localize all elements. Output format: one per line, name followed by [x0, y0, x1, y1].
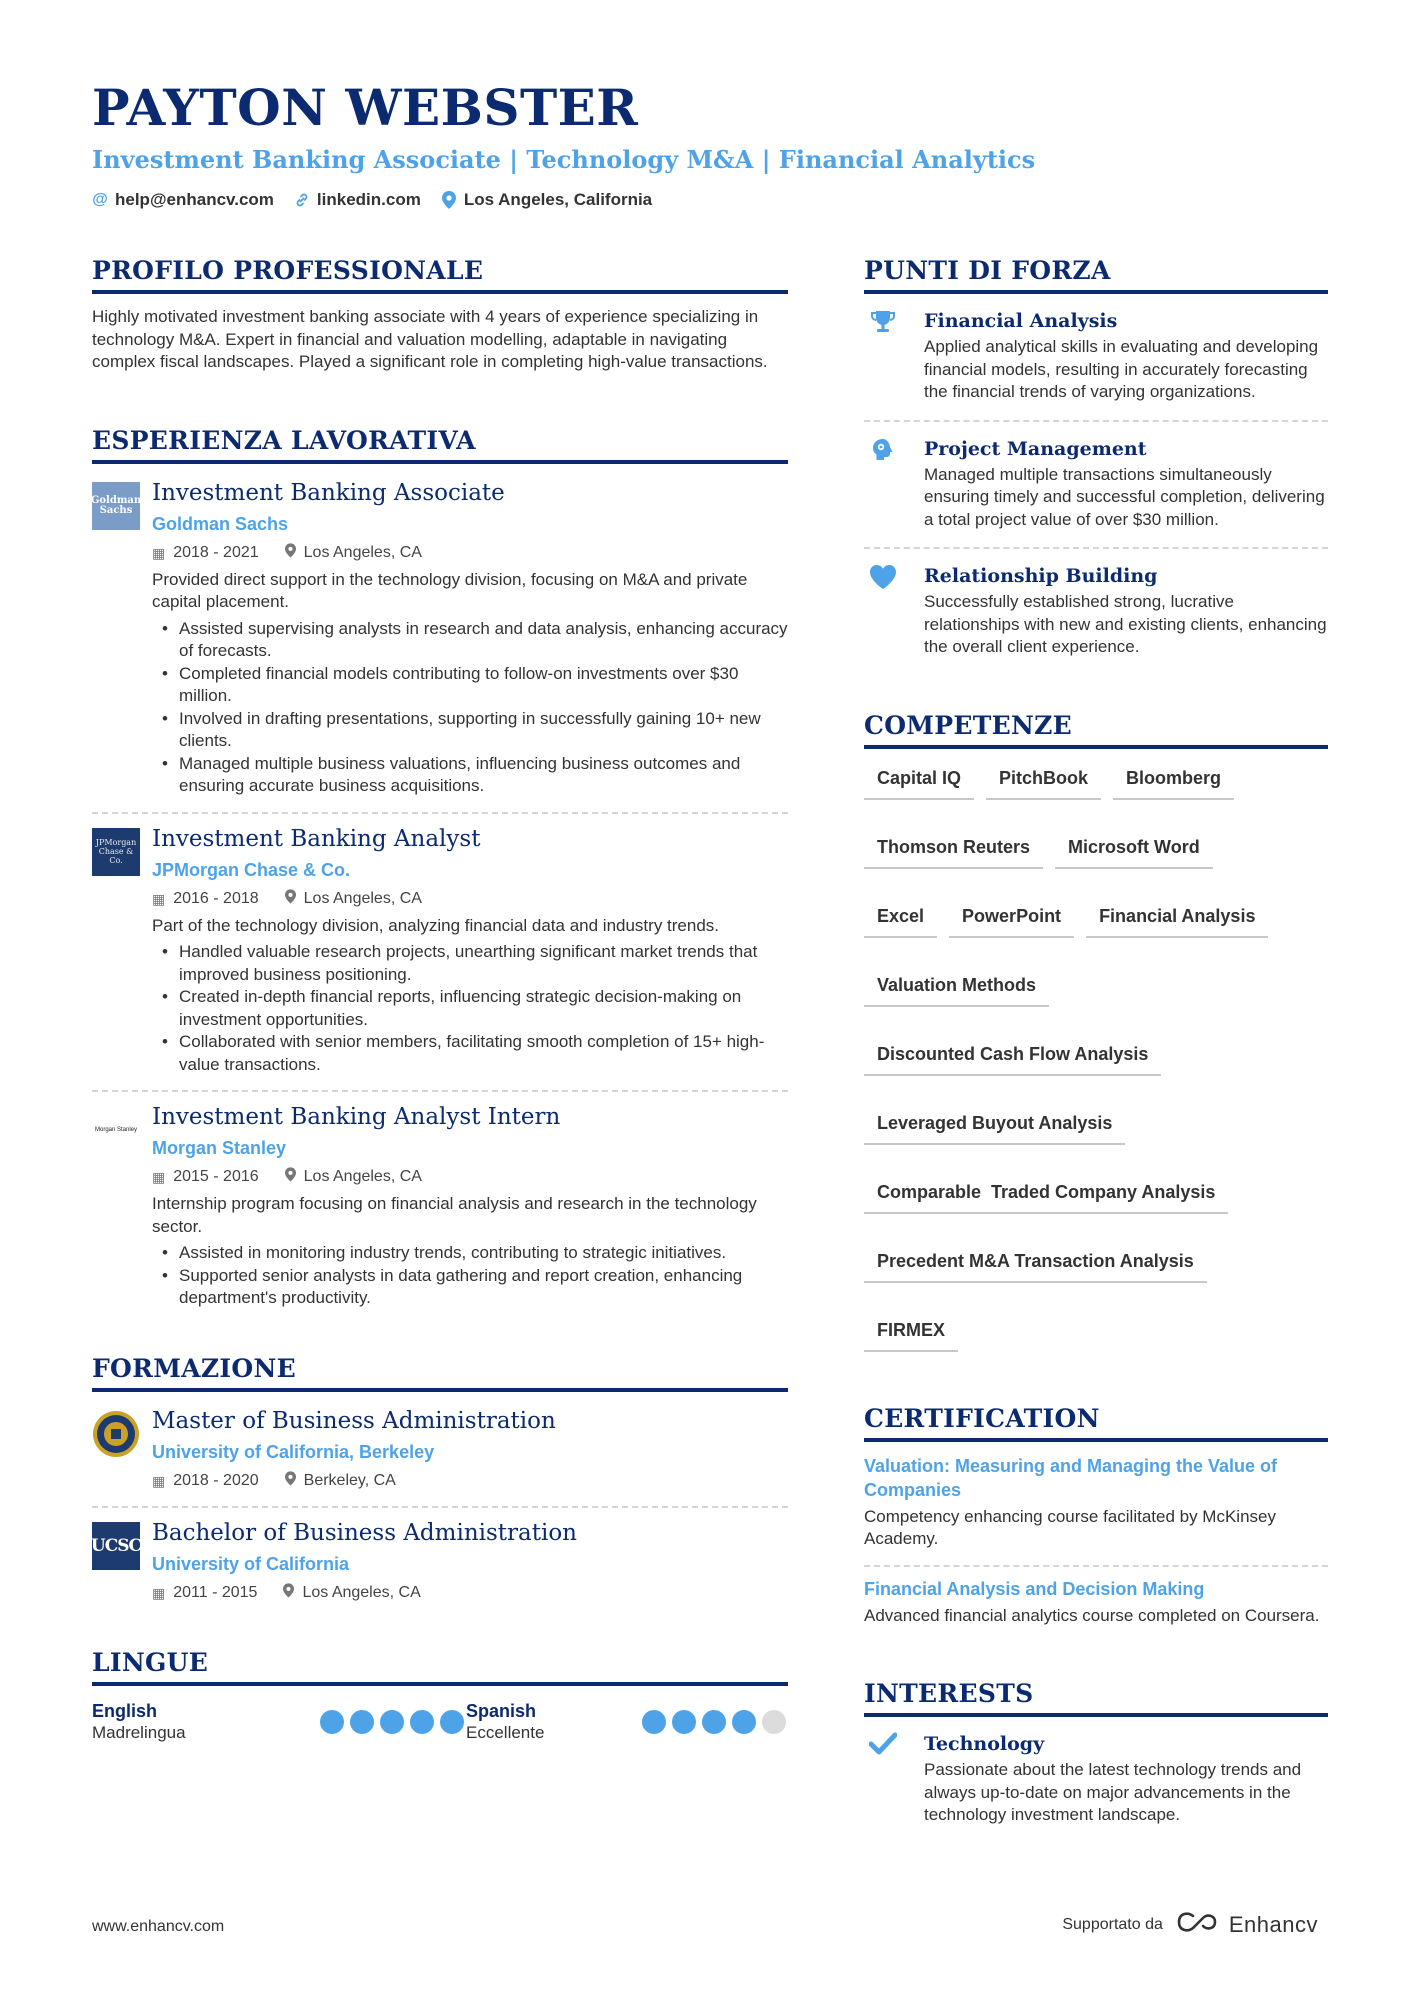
location-pin-icon: [285, 888, 296, 910]
location-pin-icon: [283, 1582, 294, 1604]
language-name: Spanish: [466, 1700, 537, 1721]
certification-description: Competency enhancing course facilitated by McKinsey Academy.: [864, 1506, 1276, 1548]
strengths-heading: PUNTI DI FORZA: [864, 256, 1328, 294]
trophy-icon: [868, 308, 898, 338]
strength-item: [864, 436, 1328, 532]
divider: [864, 1565, 1328, 1567]
skills-list: [864, 767, 1328, 1352]
strength-title: Project Management: [924, 437, 1147, 460]
job-dates: 2018 - 2021: [173, 543, 259, 561]
certification-item: [864, 1454, 1328, 1551]
experience-heading: ESPERIENZA LAVORATIVA: [92, 426, 788, 464]
certification-title: Financial Analysis and Decision Making: [864, 1578, 1205, 1599]
divider: [92, 1090, 788, 1092]
education-entry: [92, 1406, 788, 1492]
job-location: Los Angeles, CA: [303, 889, 422, 907]
strength-item: [864, 308, 1328, 404]
job-bullet: • Collaborated with senior members, facilitating smooth completion of 15+ high-value transactions.: [152, 1031, 788, 1076]
skill-tag: Comparable Traded Company Analysis: [864, 1181, 1228, 1214]
calendar-icon: ▦: [152, 890, 166, 907]
at-icon: @: [92, 191, 108, 208]
rating-dot: [320, 1710, 344, 1734]
certification-item: [864, 1577, 1328, 1628]
job-meta: [152, 542, 788, 564]
job-bullet: • Assisted supervising analysts in research and data analysis, enhancing accuracy of forecasts.: [152, 618, 788, 663]
job-dates: 2016 - 2018: [173, 889, 259, 907]
candidate-name: PAYTON WEBSTER: [92, 78, 639, 137]
divider: [864, 547, 1328, 549]
footer-branding[interactable]: [1062, 1910, 1318, 1939]
contact-linkedin[interactable]: [294, 190, 421, 210]
job-description: Provided direct support in the technology division, focusing on M&A and private capital placement.: [152, 569, 748, 611]
footer-website[interactable]: www.enhancv.com: [92, 1918, 225, 1935]
divider: [92, 1506, 788, 1508]
link-icon: [294, 192, 310, 208]
calendar-icon: ▦: [152, 1472, 166, 1489]
strength-title: Financial Analysis: [924, 310, 1118, 332]
certification-description: Advanced financial analytics course completed on Coursera.: [864, 1605, 1320, 1625]
resume-header: [92, 78, 1332, 210]
education-entry: [92, 1518, 788, 1604]
skill-tag: Financial Analysis: [1086, 905, 1268, 938]
school-name: University of California: [152, 1553, 350, 1574]
location-text: Los Angeles, California: [463, 190, 653, 209]
contact-email[interactable]: [92, 190, 274, 210]
contact-location: [441, 190, 652, 210]
job-bullets: [152, 941, 788, 1076]
profile-heading: PROFILO PROFESSIONALE: [92, 256, 788, 294]
job-bullet: • Supported senior analysts in data gathering and report creation, enhancing department's productivity.: [152, 1265, 788, 1310]
job-entry: [92, 1102, 788, 1310]
strength-description: Successfully established strong, lucrative relationships with new and existing clients, enhancing the overall client experience.: [924, 592, 1327, 656]
skill-tag: Leveraged Buyout Analysis: [864, 1112, 1125, 1145]
profile-summary: Highly motivated investment banking associate with 4 years of experience specializing in technology M&A. Expert in financial and valuation modelling, adaptable in navigating complex fiscal landscapes. Played a significant role in completing high-value transactions.: [92, 307, 768, 371]
languages-heading: LINGUE: [92, 1648, 788, 1686]
enhancv-wordmark: Enhancv: [1228, 1911, 1318, 1937]
location-pin-icon: [285, 1470, 296, 1492]
skill-tag: Thomson Reuters: [864, 836, 1043, 869]
company-name: Goldman Sachs: [152, 513, 289, 534]
skill-tag: Capital IQ: [864, 767, 974, 800]
left-column: [92, 256, 788, 1744]
job-title: Investment Banking Analyst: [152, 825, 481, 852]
certification-title: Valuation: Measuring and Managing the Value of Companies: [864, 1455, 1278, 1500]
language-item: [92, 1700, 466, 1744]
rating-dot: [440, 1710, 464, 1734]
strength-item: [864, 563, 1328, 659]
heart-icon: [868, 563, 898, 593]
skill-tag: Excel: [864, 905, 937, 938]
checkmark-icon: [868, 1731, 898, 1761]
berkeley-seal-logo: [92, 1410, 140, 1458]
education-dates: 2011 - 2015: [173, 1583, 258, 1601]
divider: [92, 812, 788, 814]
company-name: JPMorgan Chase & Co.: [152, 859, 351, 880]
candidate-title: Investment Banking Associate | Technology M&A | Financial Analytics: [92, 145, 1036, 174]
rating-dot: [672, 1710, 696, 1734]
job-location: Los Angeles, CA: [303, 543, 422, 561]
education-location: Los Angeles, CA: [302, 1583, 421, 1601]
ucsc-logo: UCSC: [92, 1522, 140, 1570]
interests-heading: INTERESTS: [864, 1679, 1328, 1717]
rating-dot: [642, 1710, 666, 1734]
job-description: Part of the technology division, analyzing financial data and industry trends.: [152, 915, 720, 935]
job-entry: [92, 478, 788, 798]
job-bullet: • Created in-depth financial reports, influencing strategic decision-making on investment opportunities.: [152, 986, 788, 1031]
interest-title: Technology: [924, 1733, 1045, 1755]
language-rating: [642, 1710, 786, 1734]
skill-tag: PowerPoint: [949, 905, 1074, 938]
skill-tag: Discounted Cash Flow Analysis: [864, 1043, 1161, 1076]
goldman-sachs-logo: Goldman Sachs: [92, 482, 140, 530]
email-text: help@enhancv.com: [115, 190, 274, 209]
company-name: Morgan Stanley: [152, 1138, 287, 1158]
education-heading: FORMAZIONE: [92, 1354, 788, 1392]
interest-item: [864, 1731, 1328, 1827]
calendar-icon: ▦: [152, 544, 166, 561]
job-bullet: • Handled valuable research projects, unearthing significant market trends that improved business positioning.: [152, 941, 788, 986]
language-level: Eccellente: [466, 1722, 545, 1742]
rating-dot: [350, 1710, 374, 1734]
school-name: University of California, Berkeley: [152, 1441, 435, 1462]
location-pin-icon: [441, 191, 457, 209]
education-meta: [152, 1470, 788, 1492]
location-pin-icon: [285, 542, 296, 564]
education-meta: [152, 1582, 788, 1604]
skill-tag: Microsoft Word: [1055, 836, 1213, 869]
degree-title: Master of Business Administration: [152, 1407, 556, 1434]
education-location: Berkeley, CA: [303, 1471, 396, 1489]
skill-tag: Precedent M&A Transaction Analysis: [864, 1250, 1207, 1283]
skill-tag: PitchBook: [986, 767, 1101, 800]
linkedin-text: linkedin.com: [316, 190, 421, 209]
language-level: Madrelingua: [92, 1722, 186, 1742]
location-pin-icon: [285, 1166, 296, 1188]
divider: [864, 420, 1328, 422]
enhancv-logo-icon: [1173, 1910, 1219, 1939]
job-entry: [92, 824, 788, 1077]
education-dates: 2018 - 2020: [173, 1471, 259, 1489]
language-name: English: [92, 1700, 158, 1721]
languages-row: [92, 1700, 788, 1744]
strength-description: Managed multiple transactions simultaneously ensuring timely and successful completion, delivering a total project value of over $30 million.: [924, 464, 1325, 529]
rating-dot: [762, 1710, 786, 1734]
contact-row: [92, 190, 1332, 210]
job-meta: [152, 1166, 788, 1188]
job-bullet: • Involved in drafting presentations, supporting in successfully gaining 10+ new clients.: [152, 708, 788, 753]
job-bullets: [152, 1242, 788, 1310]
rating-dot: [702, 1710, 726, 1734]
rating-dot: [410, 1710, 434, 1734]
skill-tag: Valuation Methods: [864, 974, 1049, 1007]
certification-heading: CERTIFICATION: [864, 1404, 1328, 1442]
strength-title: Relationship Building: [924, 565, 1158, 587]
job-location: Los Angeles, CA: [303, 1168, 422, 1185]
calendar-icon: ▦: [152, 1584, 166, 1601]
job-description: Internship program focusing on financial analysis and research in the technology sector.: [152, 1194, 757, 1236]
powered-by-text: Supportato da: [1062, 1915, 1163, 1933]
skill-tag: Bloomberg: [1113, 767, 1234, 800]
right-column: [864, 256, 1328, 1827]
brain-icon: [868, 436, 898, 466]
job-title: Investment Banking Associate: [152, 479, 505, 506]
rating-dot: [380, 1710, 404, 1734]
calendar-icon: ▦: [152, 1169, 166, 1185]
job-dates: 2015 - 2016: [173, 1168, 259, 1185]
skill-tag: FIRMEX: [864, 1319, 958, 1352]
interest-description: Passionate about the latest technology trends and always up-to-date on major advancements in the technology investment landscape.: [924, 1760, 1302, 1824]
language-item: [466, 1700, 788, 1744]
job-bullet: • Assisted in monitoring industry trends, contributing to strategic initiatives.: [152, 1242, 788, 1265]
morgan-stanley-logo: Morgan Stanley: [94, 1127, 138, 1133]
degree-title: Bachelor of Business Administration: [152, 1519, 577, 1546]
rating-dot: [732, 1710, 756, 1734]
job-bullet: • Managed multiple business valuations, influencing business outcomes and ensuring accurate business acquisitions.: [152, 753, 788, 798]
job-meta: [152, 888, 788, 910]
jpmorgan-logo: JPMorgan Chase & Co.: [92, 828, 140, 876]
job-title: Investment Banking Analyst Intern: [152, 1104, 561, 1130]
strength-description: Applied analytical skills in evaluating and developing financial models, resulting in accurately forecasting the financial trends of varying organizations.: [924, 337, 1319, 401]
skills-heading: COMPETENZE: [864, 711, 1328, 749]
language-rating: [320, 1710, 464, 1734]
job-bullet: • Completed financial models contributing to follow-on investments over $30 million.: [152, 663, 788, 708]
job-bullets: [152, 618, 788, 798]
